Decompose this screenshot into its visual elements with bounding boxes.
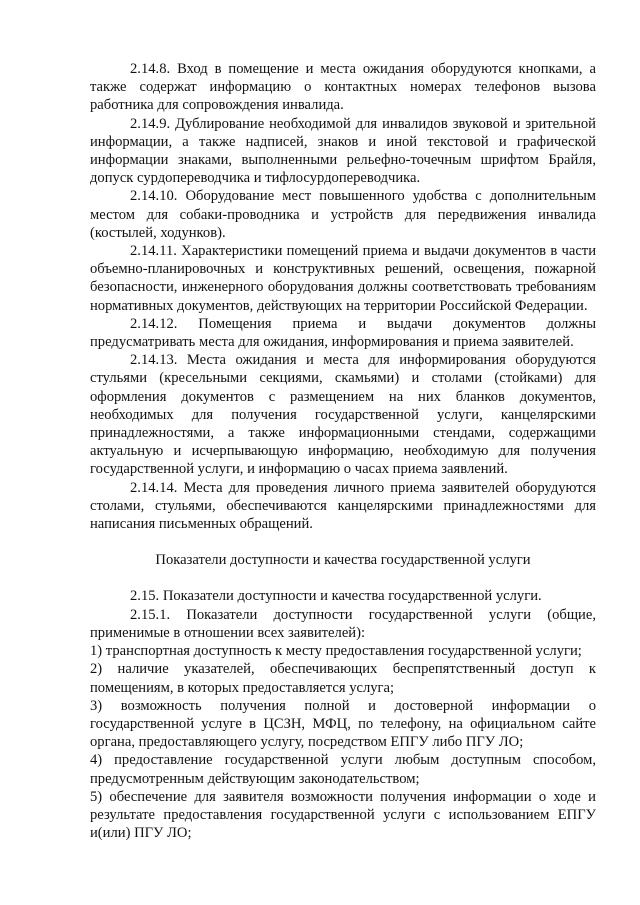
paragraph-2-14-13: 2.14.13. Места ожидания и места для информирования оборудуются стульями (кресельными секциями, скамьями) и столами (стойками) для оформления документов с размещением на них бланков документов, необходимых для получения государственной услуги, канцелярскими принадлежностями, а также информационными стендами, содержащими актуальную и исчерпывающую информацию, необходимую для получения государственной услуги, и информацию о часах приема заявлений. (90, 352, 596, 478)
list-item-2: 2) наличие указателей, обеспечивающих беспрепятственный доступ к помещениям, в которых предоставляется услуга; (90, 661, 596, 696)
paragraph-2-14-14: 2.14.14. Места для проведения личного приема заявителей оборудуются столами, стульями, обеспечиваются канцелярскими принадлежностями для написания письменных обращений. (90, 479, 596, 533)
list-item-5: 5) обеспечение для заявителя возможности получения информации о ходе и результате предоставления государственной услуги с использованием ЕПГУ и(или) ПГУ ЛО; (90, 788, 596, 842)
document-page (90, 60, 596, 842)
paragraph-2-14-10: 2.14.10. Оборудование мест повышенного удобства с дополнительным местом для собаки-проводника и устройств для передвижения инвалида (костылей, ходунков). (90, 188, 596, 241)
list-item-1: 1) транспортная доступность к месту предоставления государственной услуги; (90, 643, 582, 660)
paragraph-2-14-12: 2.14.12. Помещения приема и выдачи документов должны предусматривать места для ожидания, информирования и приема заявителей. (90, 315, 596, 351)
paragraph-2-14-11: 2.14.11. Характеристики помещений приема и выдачи документов в части объемно-планировочных и конструктивных решений, освещения, пожарной безопасности, инженерного оборудования должны соответствовать требованиям нормативных документов, действующих на территории Российской Федерации. (90, 243, 596, 314)
paragraph-2-15: 2.15. Показатели доступности и качества государственной услуги. (130, 588, 542, 605)
list-item-4: 4) предоставление государственной услуги любым доступным способом, предусмотренным действующим законодательством; (90, 752, 596, 787)
paragraph-2-15-1: 2.15.1. Показатели доступности государственной услуги (общие, применимые в отношении всех заявителей): (90, 606, 596, 641)
section-heading: Показатели доступности и качества государственной услуги (155, 552, 531, 569)
paragraph-2-14-8: 2.14.8. Вход в помещение и места ожидания оборудуются кнопками, а также содержат информацию о контактных номерах телефонов вызова работника для сопровождения инвалида. (90, 61, 596, 114)
list-item-3: 3) возможность получения полной и достоверной информации о государственной услуге в ЦСЗН, МФЦ, по телефону, на официальном сайте органа, предоставляющего услугу, посредством ЕПГУ либо ПГУ ЛО; (90, 697, 596, 751)
paragraph-2-14-9: 2.14.9. Дублирование необходимой для инвалидов звуковой и зрительной информации, а также надписей, знаков и иной текстовой и графической информации знаками, выполненными рельефно-точечным шрифтом Брайля, допуск сурдопереводчика и тифлосурдопереводчика. (90, 115, 596, 187)
